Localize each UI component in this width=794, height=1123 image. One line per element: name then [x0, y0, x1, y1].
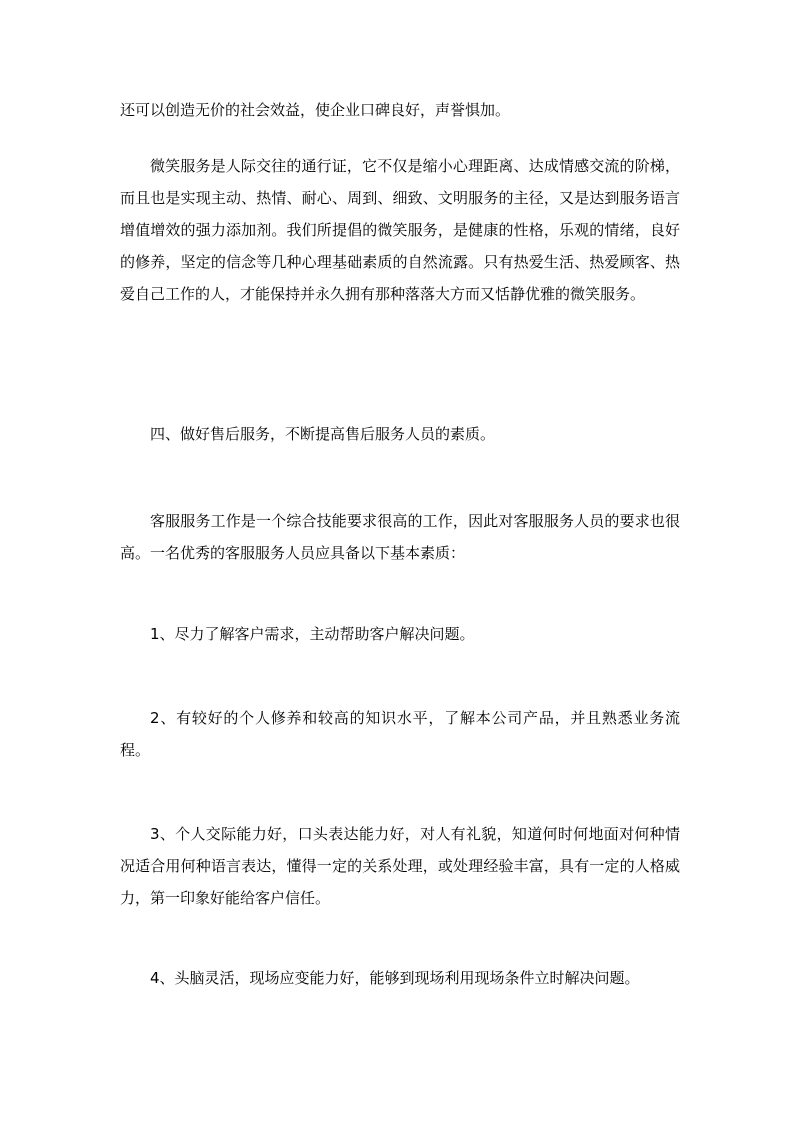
- list-item-2: 2、有较好的个人修养和较高的知识水平，了解本公司产品，并且熟悉业务流程。: [120, 709, 680, 759]
- list-item-4: 4、头脑灵活，现场应变能力好，能够到现场利用现场条件立时解决问题。: [150, 969, 640, 987]
- list-item-1: 1、尽力了解客户需求，主动帮助客户解决问题。: [150, 625, 475, 643]
- paragraph-service-requirements: 客服服务工作是一个综合技能要求很高的工作，因此对客服服务人员的要求也很高。一名优秀的客服服务人员应具备以下基本素质：: [120, 512, 680, 562]
- paragraph-continuation: 还可以创造无价的社会效益，使企业口碑良好，声誉惧加。: [120, 101, 511, 119]
- list-item-3: 3、个人交际能力好，口头表达能力好，对人有礼貌，知道何时何地面对何种情况适合用何种语言表达，懂得一定的关系处理，或处理经验丰富，具有一定的人格威力，第一印象好能给客户信任。: [120, 825, 680, 907]
- paragraph-smile-service: 微笑服务是人际交往的通行证，它不仅是缩小心理距离、达成情感交流的阶梯，而且也是实现主动、热情、耐心、周到、细致、文明服务的主径，又是达到服务语言增值增效的强力添加剂。我们所提倡的微笑服务，是健康的性格，乐观的情绪，良好的修养，坚定的信念等几种心理基础素质的自然流露。只有热爱生活、热爱顾客、热爱自己工作的人，才能保持并永久拥有那种落落大方而又恬静优雅的微笑服务。: [120, 157, 680, 303]
- section-heading-after-sales: 四、做好售后服务，不断提高售后服务人员的素质。: [150, 425, 496, 443]
